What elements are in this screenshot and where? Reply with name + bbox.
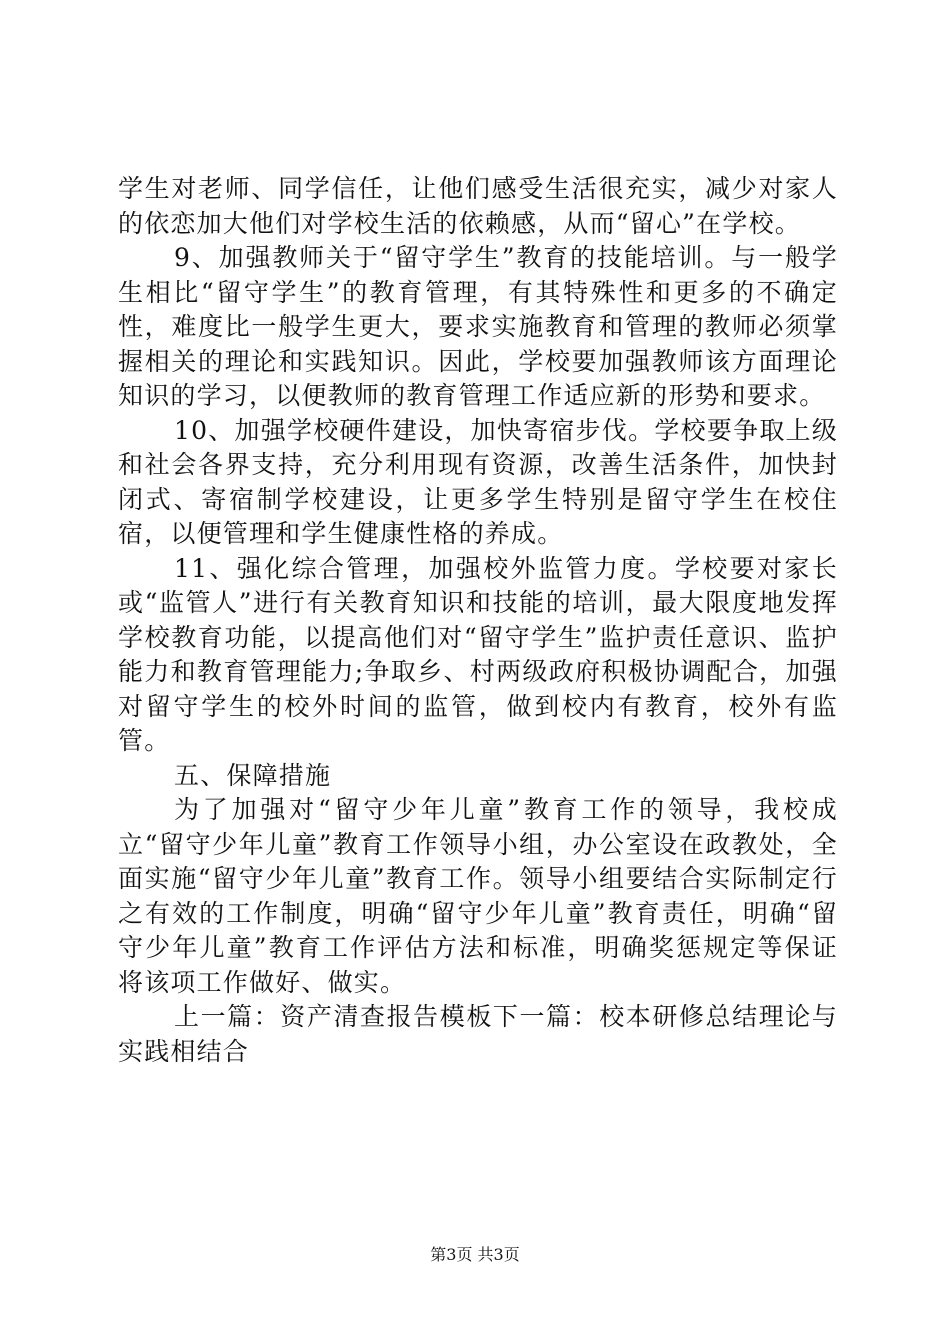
paragraph-continuation: 学生对老师、同学信任，让他们感受生活很充实，减少对家人的依恋加大他们对学校生活的依赖感，从而“留心”在学校。	[118, 174, 838, 238]
paragraph-item-11: 11、强化综合管理，加强校外监管力度。学校要对家长或“监管人”进行有关教育知识和技能的培训，最大限度地发挥学校教育功能，以提高他们对“留守学生”监护责任意识、监护能力和教育管理能力;争取乡、村两级政府积极协调配合，加强对留守学生的校外时间的监管，做到校内有教育，校外有监管。	[118, 553, 838, 755]
prev-next-links[interactable]: 上一篇：资产清查报告模板下一篇：校本研修总结理论与实践相结合	[118, 1002, 838, 1066]
paragraph-item-9: 9、加强教师关于“留守学生”教育的技能培训。与一般学生相比“留守学生”的教育管理，有其特殊性和更多的不确定性，难度比一般学生更大，要求实施教育和管理的教师必须掌握相关的理论和实践知识。因此，学校要加强教师该方面理论知识的学习，以便教师的教育管理工作适应新的形势和要求。	[118, 243, 838, 410]
page-number-footer: 第3页 共3页	[430, 1245, 520, 1264]
paragraph-safeguards: 为了加强对“留守少年儿童”教育工作的领导，我校成立“留守少年儿童”教育工作领导小组，办公室设在政教处，全面实施“留守少年儿童”教育工作。领导小组要结合实际制定行之有效的工作制度，明确“留守少年儿童”教育责任，明确“留守少年儿童”教育工作评估方法和标准，明确奖惩规定等保证将该项工作做好、做实。	[118, 795, 838, 997]
paragraph-item-10: 10、加强学校硬件建设，加快寄宿步伐。学校要争取上级和社会各界支持，充分利用现有资源，改善生活条件，加快封闭式、寄宿制学校建设，让更多学生特别是留守学生在校住宿，以便管理和学生健康性格的养成。	[118, 415, 838, 548]
document-body	[118, 172, 838, 1069]
section-heading-5: 五、保障措施	[174, 760, 332, 790]
